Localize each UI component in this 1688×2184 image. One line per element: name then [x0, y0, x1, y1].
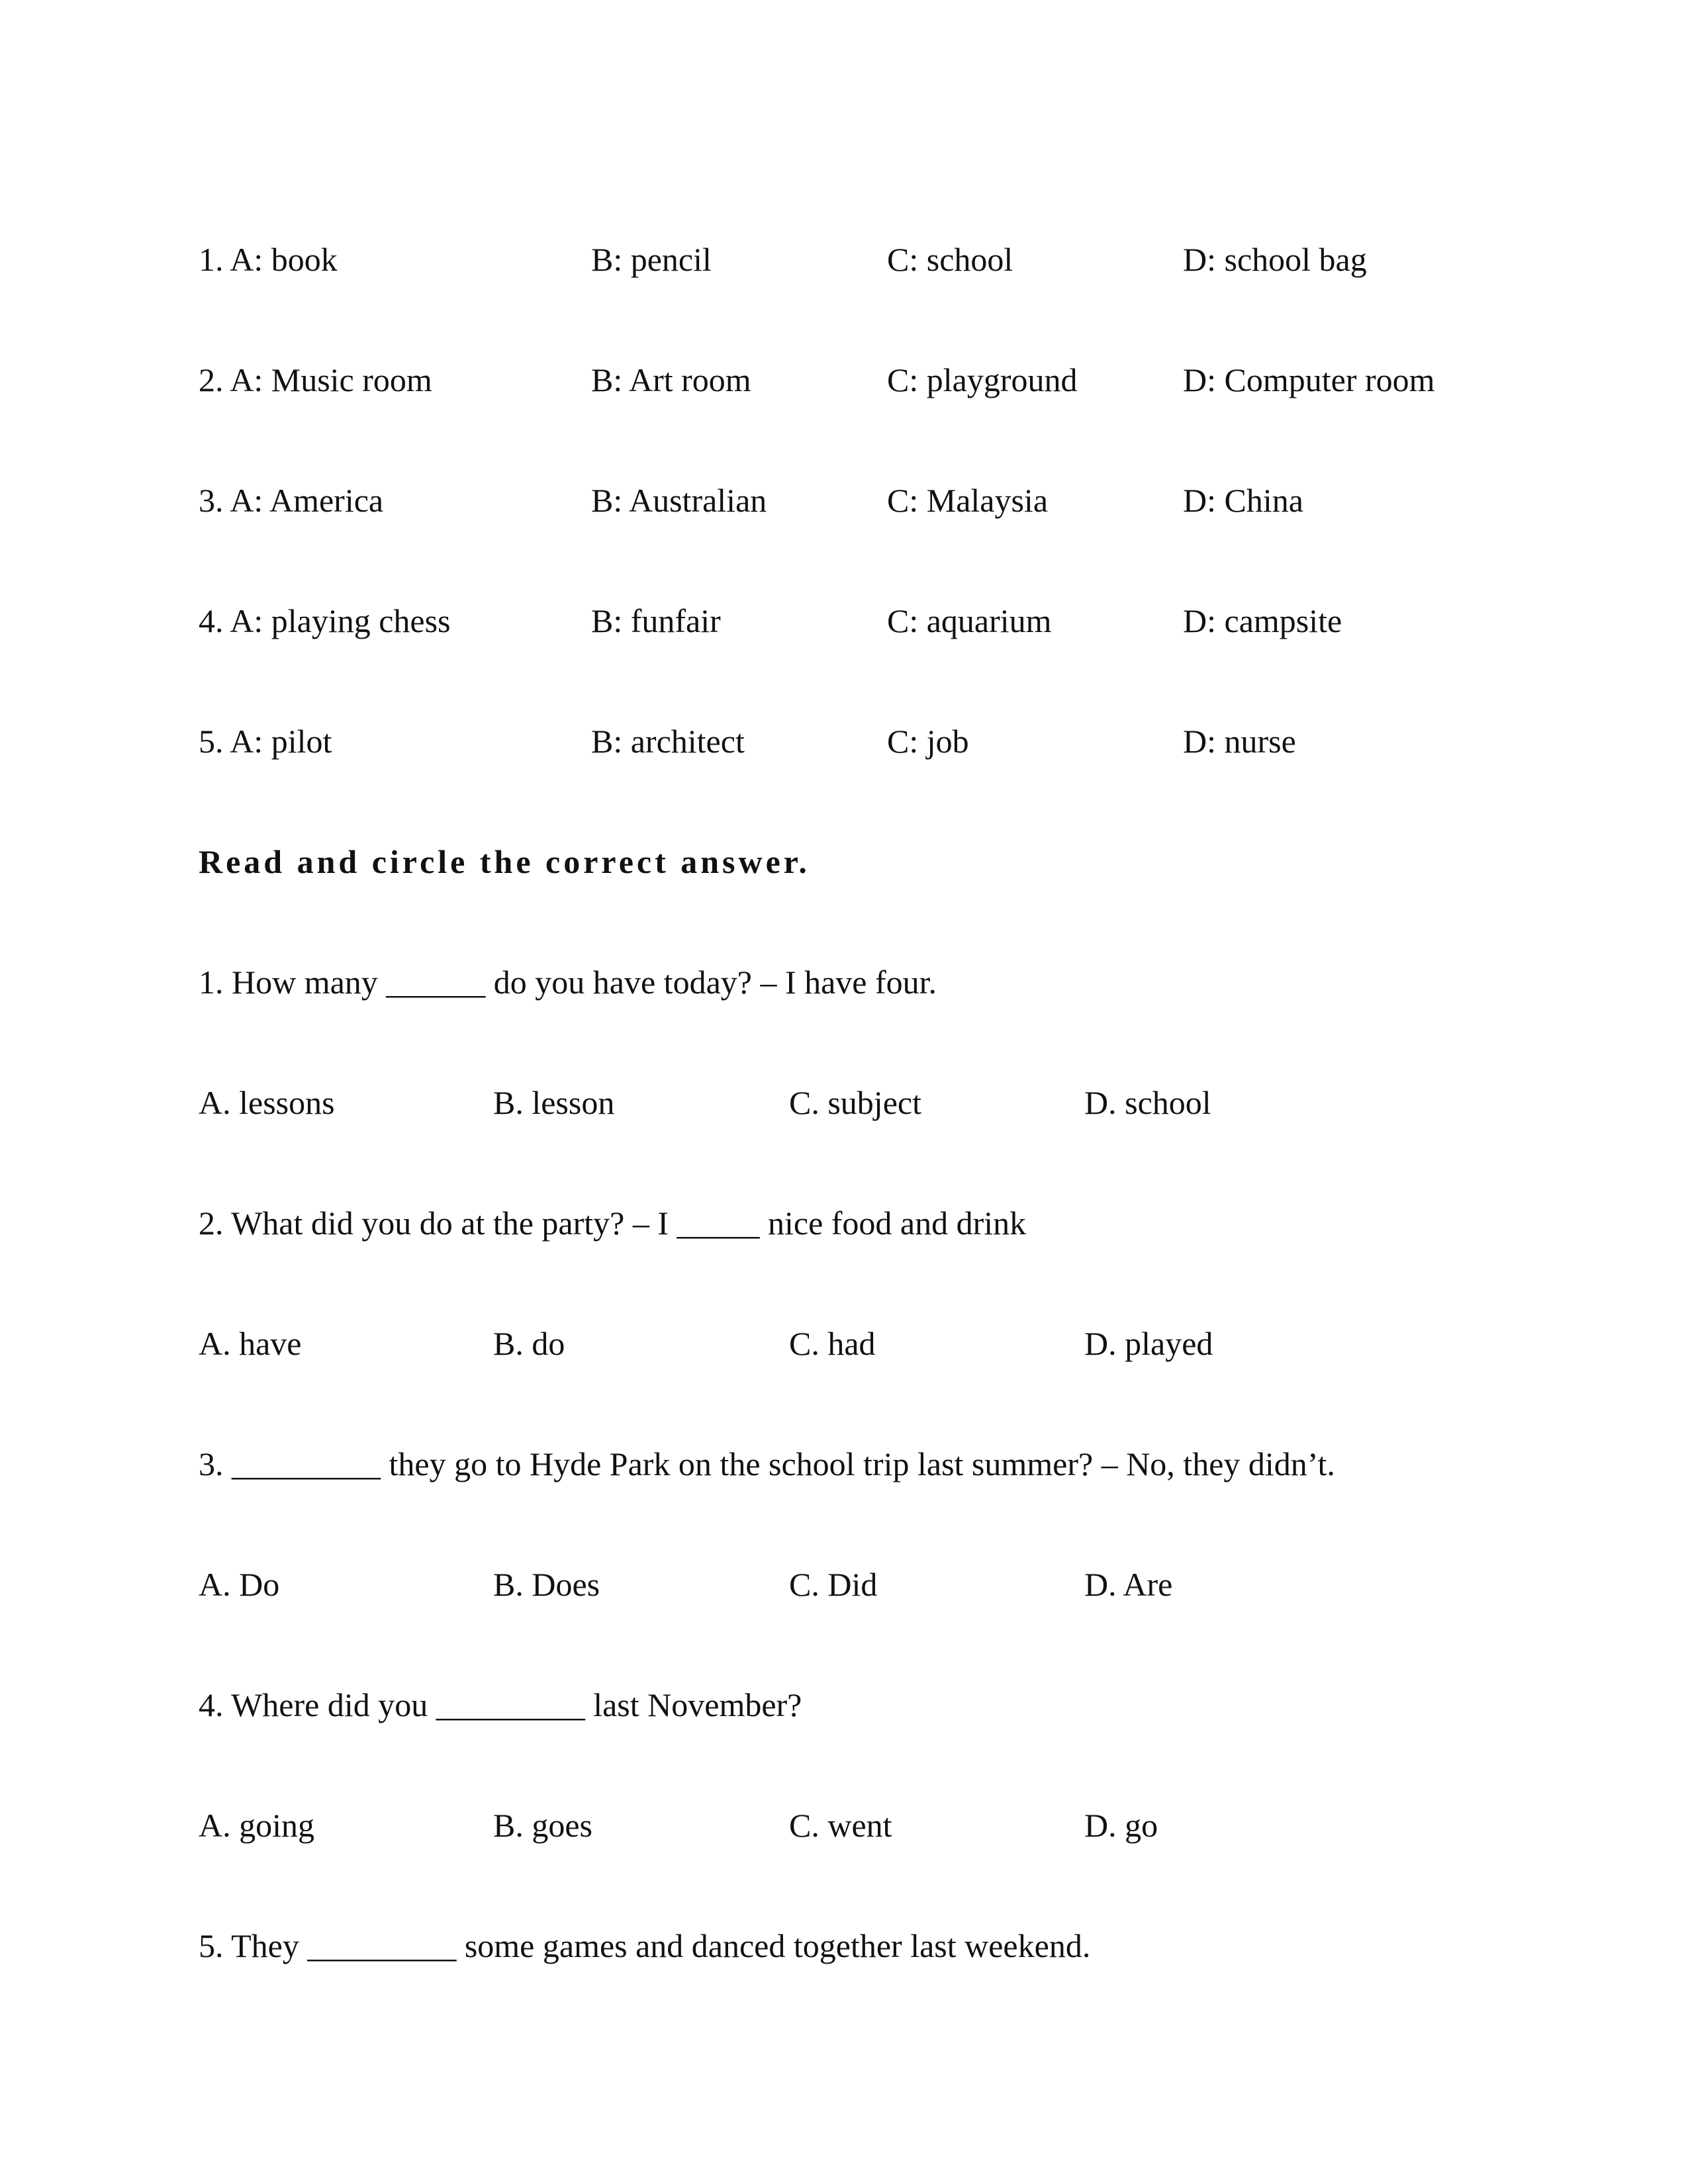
vocab-option-b: B: Australian [591, 482, 767, 519]
question-1-text: 1. How many ______ do you have today? – I have four. [199, 964, 937, 1001]
vocab-option-c: C: Malaysia [887, 482, 1049, 519]
vocab-option-a: 2. A: Music room [199, 361, 432, 398]
question-2-text: 2. What did you do at the party? – I _____ nice food and drink [199, 1205, 1027, 1242]
answer-option-b: B. lesson [493, 1084, 615, 1121]
vocab-option-d: D: nurse [1183, 723, 1296, 760]
answer-option-b: B. goes [493, 1807, 592, 1844]
vocab-option-c: C: school [887, 241, 1013, 278]
answer-option-b: B. Does [493, 1566, 600, 1603]
vocab-option-a: 4. A: playing chess [199, 602, 451, 639]
vocab-option-c: C: job [887, 723, 969, 760]
answer-option-d: D. school [1084, 1084, 1211, 1121]
answer-option-c: C. went [789, 1807, 892, 1844]
vocab-option-b: B: pencil [591, 241, 712, 278]
vocab-option-b: B: Art room [591, 361, 751, 398]
vocab-row-5 [0, 721, 1688, 761]
answer-option-a: A. Do [199, 1566, 280, 1603]
question-4-text: 4. Where did you _________ last November? [199, 1686, 802, 1723]
question-4-options [0, 1805, 1688, 1845]
vocab-option-c: C: aquarium [887, 602, 1052, 639]
answer-option-c: C. had [789, 1325, 876, 1362]
vocab-option-a: 1. A: book [199, 241, 338, 278]
answer-option-b: B. do [493, 1325, 565, 1362]
question-5-text: 5. They _________ some games and danced together last weekend. [199, 1927, 1091, 1964]
vocab-option-a: 3. A: America [199, 482, 384, 519]
vocab-row-3 [0, 480, 1688, 520]
answer-option-d: D. Are [1084, 1566, 1173, 1603]
section-heading: Read and circle the correct answer. [199, 843, 810, 880]
vocab-option-a: 5. A: pilot [199, 723, 332, 760]
answer-option-c: C. subject [789, 1084, 921, 1121]
answer-option-d: D. played [1084, 1325, 1213, 1362]
vocab-option-d: D: campsite [1183, 602, 1342, 639]
vocab-option-c: C: playground [887, 361, 1078, 398]
vocab-option-d: D: school bag [1183, 241, 1367, 278]
answer-option-a: A. going [199, 1807, 314, 1844]
vocab-row-2 [0, 360, 1688, 400]
vocab-option-d: D: Computer room [1183, 361, 1435, 398]
vocab-row-4 [0, 601, 1688, 641]
question-2-options [0, 1324, 1688, 1363]
answer-option-c: C. Did [789, 1566, 878, 1603]
vocab-row-1 [0, 240, 1688, 279]
question-1-options [0, 1083, 1688, 1122]
answer-option-d: D. go [1084, 1807, 1158, 1844]
question-3-options [0, 1565, 1688, 1604]
answer-option-a: A. lessons [199, 1084, 335, 1121]
vocab-option-b: B: architect [591, 723, 745, 760]
vocab-option-b: B: funfair [591, 602, 721, 639]
answer-option-a: A. have [199, 1325, 302, 1362]
question-3-text: 3. _________ they go to Hyde Park on the school trip last summer? – No, they didn’t. [199, 1445, 1335, 1482]
vocab-option-d: D: China [1183, 482, 1303, 519]
